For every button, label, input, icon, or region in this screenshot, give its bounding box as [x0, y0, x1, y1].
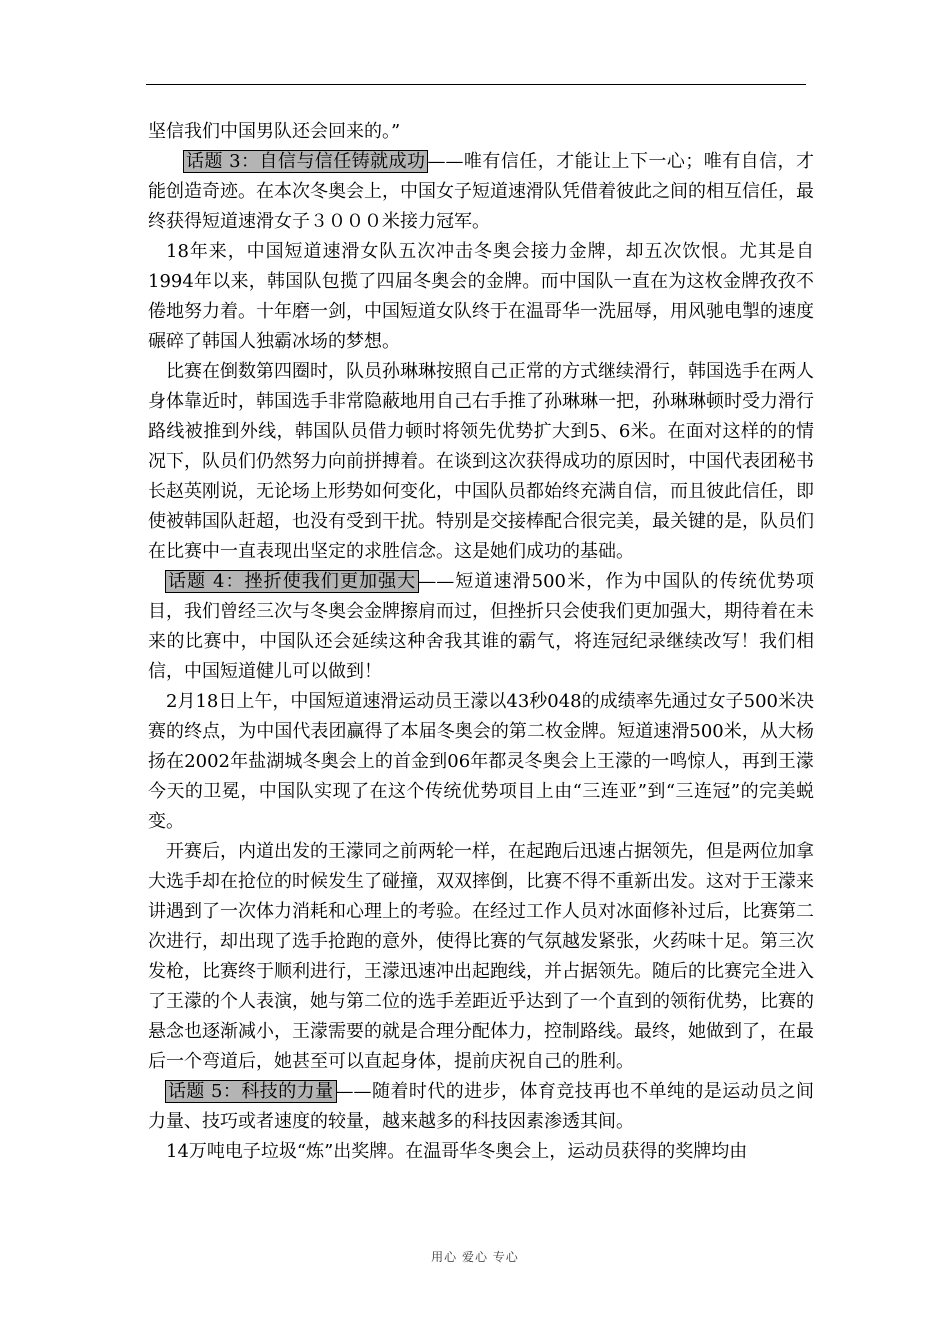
paragraph-2 — [148, 147, 814, 237]
header-rule — [146, 84, 806, 85]
page-footer: 用心 爱心 专心 — [431, 1250, 519, 1264]
paragraph-1 — [148, 117, 814, 147]
topic-5-heading: 话题 5：科技的力量 — [168, 1081, 334, 1102]
paragraph-4 — [148, 357, 814, 567]
topic-3-heading: 话题 3：自信与信任铸就成功 — [186, 151, 426, 172]
paragraph-text: 比赛在倒数第四圈时，队员孙琳琳按照自己正常的方式继续滑行，韩国选手在两人身体靠近时，韩国选手非常隐蔽地用自己右手推了孙琳琳一把，孙琳琳顿时受力滑行路线被推到外线，韩国队员借力顿时将领先优势扩大到5、6米。在面对这样的的情况下，队员们仍然努力向前拼搏着。在谈到这次获得成功的原因时，中国代表团秘书长赵英刚说，无论场上形势如何变化，中国队员都始终充满自信，而且彼此信任，即使被韩国队赶超，也没有受到干扰。特别是交接棒配合很完美，最关键的是，队员们在比赛中一直表现出坚定的求胜信念。这是她们成功的基础。 — [148, 361, 814, 562]
paragraph-text: ——随着时代的进步，体育竞技再也不单纯的是运动员之间力量、技巧或者速度的较量，越来越多的科技因素渗透其间。 — [148, 1081, 814, 1132]
paragraph-text: 坚信我们中国男队还会回来的。” — [148, 121, 401, 142]
paragraph-text: 开赛后，内道出发的王濛同之前两轮一样，在起跑后迅速占据领先，但是两位加拿大选手却在抢位的时候发生了碰撞，双双摔倒，比赛不得不重新出发。这对于王濛来讲遇到了一次体力消耗和心理上的考验。在经过工作人员对冰面修补过后，比赛第二次进行，却出现了选手抢跑的意外，使得比赛的气氛越发紧张，火药味十足。第三次发枪，比赛终于顺利进行，王濛迅速冲出起跑线，并占据领先。随后的比赛完全进入了王濛的个人表演，她与第二位的选手差距近乎达到了一个直到的领衔优势，比赛的悬念也逐渐减小，王濛需要的就是合理分配体力，控制路线。最终，她做到了，在最后一个弯道后，她甚至可以直起身体，提前庆祝自己的胜利。 — [148, 841, 814, 1072]
paragraph-text: 2月18日上午，中国短道速滑运动员王濛以43秒048的成绩率先通过女子500米决赛的终点，为中国代表团赢得了本届冬奥会的第二枚金牌。短道速滑500米，从大杨扬在2002年盐湖城冬奥会上的首金到06年都灵冬奥会上王濛的一鸣惊人，再到王濛今天的卫冕，中国队实现了在这个传统优势项目上由“三连亚”到“三连冠”的完美蜕变。 — [148, 691, 814, 832]
paragraph-9 — [148, 1137, 814, 1167]
paragraph-5 — [148, 567, 814, 687]
paragraph-8 — [148, 1077, 814, 1137]
paragraph-text: 18年来，中国短道速滑女队五次冲击冬奥会接力金牌，却五次饮恨。尤其是自1994年以来，韩国队包揽了四届冬奥会的金牌。而中国队一直在为这枚金牌孜孜不倦地努力着。十年磨一剑，中国短道女队终于在温哥华一洗屈辱，用风驰电掣的速度碾碎了韩国人独霸冰场的梦想。 — [148, 241, 814, 352]
paragraph-7 — [148, 837, 814, 1077]
document-body — [148, 117, 814, 1167]
paragraph-text: ——短道速滑500米，作为中国队的传统优势项目，我们曾经三次与冬奥会金牌擦肩而过，但挫折只会使我们更加强大，期待着在未来的比赛中，中国队还会延续这种舍我其谁的霸气，将连冠纪录继续改写！我们相信，中国短道健儿可以做到！ — [148, 571, 814, 682]
paragraph-text: 14万吨电子垃圾“炼”出奖牌。在温哥华冬奥会上，运动员获得的奖牌均由 — [166, 1141, 748, 1162]
topic-4-heading: 话题 4：挫折使我们更加强大 — [168, 571, 417, 592]
paragraph-6 — [148, 687, 814, 837]
paragraph-text: ——唯有信任，才能让上下一心；唯有自信，才能创造奇迹。在本次冬奥会上，中国女子短道速滑队凭借着彼此之间的相互信任，最终获得短道速滑女子３０００米接力冠军。 — [148, 151, 814, 232]
paragraph-3 — [148, 237, 814, 357]
